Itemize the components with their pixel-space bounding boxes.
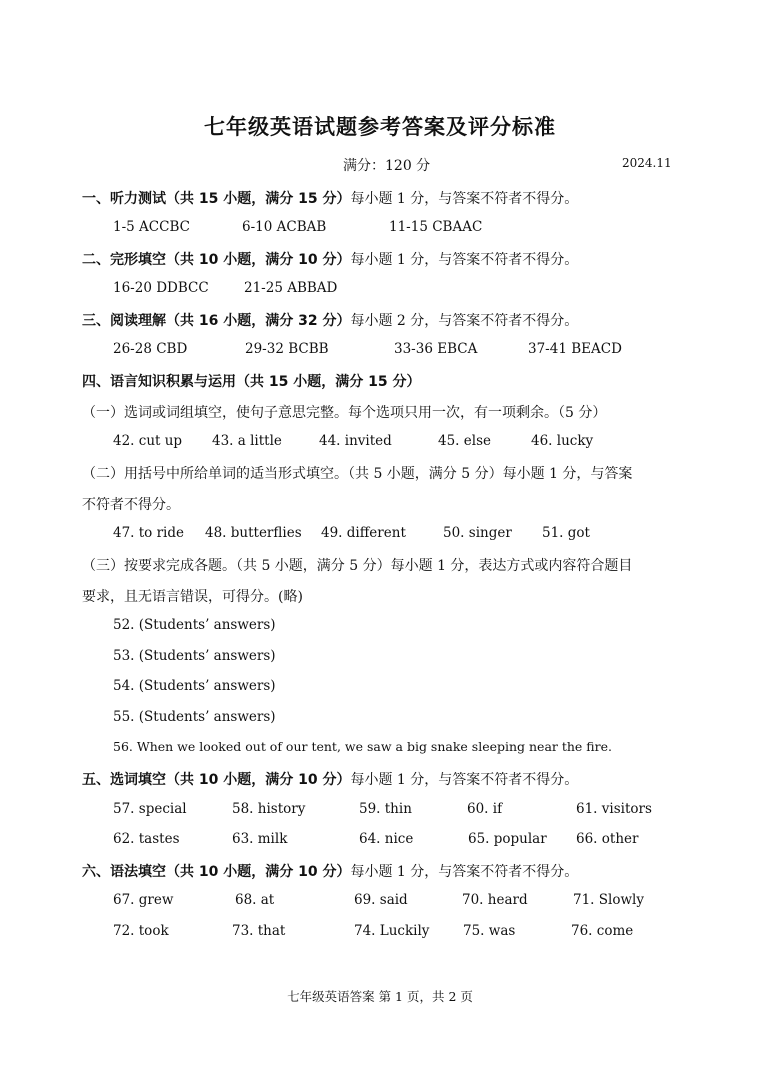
- section-5-header: [82, 769, 578, 789]
- answer-item: 76. come: [571, 923, 634, 939]
- answer-item: 73. that: [232, 923, 286, 939]
- answer-item: 51. got: [542, 525, 590, 541]
- answer-item: 59. thin: [359, 801, 412, 817]
- answer-group: 1-5 ACCBC: [113, 219, 190, 235]
- answer-group: 33-36 EBCA: [394, 341, 478, 357]
- answer-item: 43. a little: [212, 433, 282, 449]
- section-6-title: 六、语法填空（共 10 小题，满分 10 分）: [82, 864, 351, 880]
- page-title: 七年级英语试题参考答案及评分标准: [204, 115, 556, 139]
- answer-group: 29-32 BCBB: [245, 341, 329, 357]
- section-5-title: 五、选词填空（共 10 小题，满分 10 分）: [82, 772, 351, 788]
- answer-item: 44. invited: [319, 433, 392, 449]
- page-footer: 七年级英语答案 第 1 页，共 2 页: [287, 989, 473, 1004]
- answer-item: 75. was: [463, 923, 516, 939]
- answer-item: 68. at: [235, 892, 275, 908]
- section-2-note: 每小题 1 分，与答案不符者不得分。: [350, 252, 579, 268]
- answer-group: 26-28 CBD: [113, 341, 188, 357]
- answer-item: 49. different: [321, 525, 406, 541]
- date: 2024.11: [622, 156, 672, 170]
- section-6-header: [82, 861, 578, 881]
- answer-item: 60. if: [467, 801, 503, 817]
- section-4-header: [82, 371, 420, 391]
- answer-item: 69. said: [354, 892, 408, 908]
- section-4-part-2-instruction-cont: 不符者不得分。: [82, 497, 180, 513]
- section-4-title: 四、语言知识积累与运用（共 15 小题，满分 15 分）: [82, 374, 421, 390]
- section-1-title: 一、听力测试（共 15 小题，满分 15 分）: [82, 191, 351, 207]
- section-2-header: [82, 249, 578, 269]
- answer-item: 47. to ride: [113, 525, 185, 541]
- answer-item: 57. special: [113, 801, 187, 817]
- answer-item: 52. (Students’ answers): [113, 617, 276, 633]
- section-3-title: 三、阅读理解（共 16 小题，满分 32 分）: [82, 313, 351, 329]
- answer-item: 45. else: [438, 433, 491, 449]
- answer-item: 42. cut up: [113, 433, 183, 449]
- answer-group: 21-25 ABBAD: [244, 280, 338, 296]
- answer-item: 46. lucky: [531, 433, 594, 449]
- answer-group: 37-41 BEACD: [528, 341, 622, 357]
- answer-item: 66. other: [576, 831, 639, 847]
- answer-item: 67. grew: [113, 892, 174, 908]
- answer-item: 74. Luckily: [354, 923, 430, 939]
- answer-item: 61. visitors: [576, 801, 652, 817]
- answer-item: 53. (Students’ answers): [113, 648, 276, 664]
- answer-item: 72. took: [113, 923, 169, 939]
- section-6-note: 每小题 1 分，与答案不符者不得分。: [350, 864, 579, 880]
- answer-item: 55. (Students’ answers): [113, 709, 276, 725]
- section-1-header: [82, 188, 578, 208]
- section-3-header: [82, 310, 578, 330]
- section-4-part-1-instruction: （一）选词或词组填空，使句子意思完整。每个选项只用一次，有一项剩余。（5 分）: [82, 405, 607, 421]
- answer-item: 56. When we looked out of our tent, we saw a big snake sleeping near the fire.: [113, 739, 612, 754]
- section-3-note: 每小题 2 分，与答案不符者不得分。: [350, 313, 579, 329]
- answer-item: 58. history: [232, 801, 306, 817]
- answer-item: 48. butterflies: [205, 525, 302, 541]
- answer-group: 11-15 CBAAC: [389, 219, 483, 235]
- section-5-note: 每小题 1 分，与答案不符者不得分。: [350, 772, 579, 788]
- answer-item: 50. singer: [443, 525, 512, 541]
- answer-group: 6-10 ACBAB: [242, 219, 327, 235]
- section-4-part-3-instruction: （三）按要求完成各题。（共 5 小题，满分 5 分）每小题 1 分，表达方式或内容符合题目: [82, 558, 633, 574]
- total-score: 满分：120 分: [343, 158, 431, 174]
- answer-item: 65. popular: [468, 831, 547, 847]
- answer-group: 16-20 DDBCC: [113, 280, 209, 296]
- answer-item: 71. Slowly: [573, 892, 644, 908]
- answer-item: 54. (Students’ answers): [113, 678, 276, 694]
- answer-item: 64. nice: [359, 831, 414, 847]
- answer-item: 63. milk: [232, 831, 288, 847]
- answer-item: 70. heard: [462, 892, 528, 908]
- section-1-note: 每小题 1 分，与答案不符者不得分。: [350, 191, 579, 207]
- section-4-part-3-instruction-cont: 要求，且无语言错误，可得分。(略): [82, 589, 303, 605]
- answer-item: 62. tastes: [113, 831, 180, 847]
- section-4-part-2-instruction: （二）用括号中所给单词的适当形式填空。（共 5 小题，满分 5 分）每小题 1 分，与答案: [82, 466, 633, 482]
- section-2-title: 二、完形填空（共 10 小题，满分 10 分）: [82, 252, 351, 268]
